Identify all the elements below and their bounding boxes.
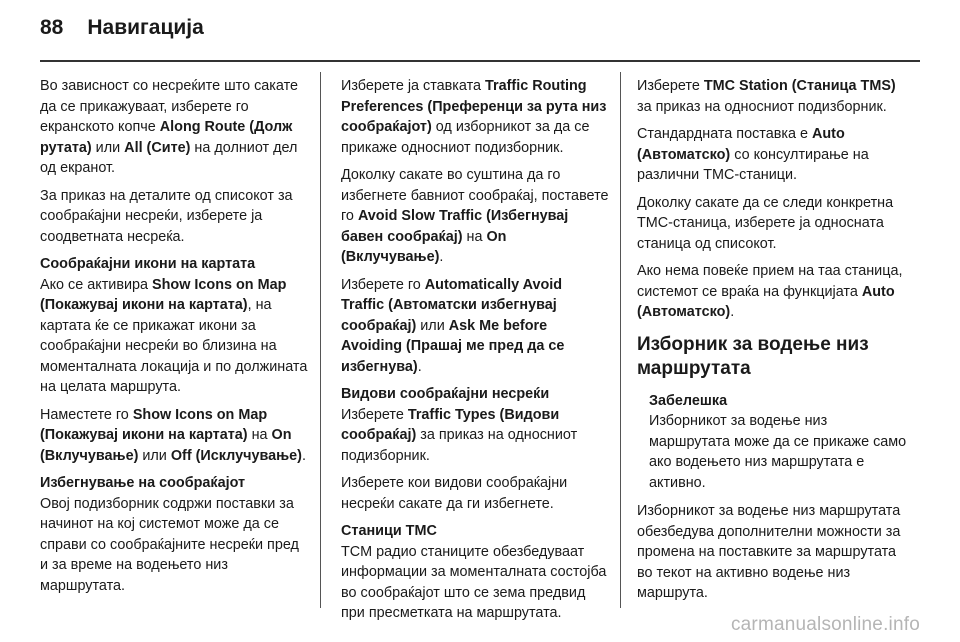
note-text: Изборникот за водење низ маршрутата може да се прикаже само ако водењето низ маршрутата е активно. <box>649 413 907 491</box>
paragraph: Во зависност со несреќите што сакате да се прикажуваат, изберете го екранското копче Along Route (Долж рутата) или All (Сите) на долниот дел од екранот. <box>40 78 298 176</box>
paragraph: TCM радио станиците обезбедуваат информации за моменталната состојба во сообраќајот што се зема предвид при пресметката на маршрутата. <box>341 543 607 621</box>
subheading: Видови сообраќајни несреќи <box>341 386 550 402</box>
watermark: carmanualsonline.info <box>730 614 920 635</box>
paragraph: Стандардната поставка е Auto (Автоматско) со консултирање на различни TMC-станици. <box>637 126 869 183</box>
paragraph: Изберете кои видови сообраќајни несреќи сакате да ги избегнете. <box>341 475 568 512</box>
column-3 <box>637 76 907 611</box>
paragraph: Доколку сакате да се следи конкретна TMC-станица, изберете ја односната станица од списокот. <box>637 194 894 252</box>
page-title: Навигација <box>87 16 204 39</box>
paragraph: Ако нема повеќе прием на таа станица, системот се враќа на функцијата Auto (Автоматско). <box>637 263 903 320</box>
paragraph: За приказ на деталите од списокот за сообраќајни несреќи, изберете ја соодветната несреќа. <box>40 187 293 245</box>
subheading: Сообраќајни икони на картата <box>40 256 256 272</box>
paragraph: Изборникот за водење низ маршрутата обезбедува дополнителни можности за промена на поставките за маршрутата во текот на активно водење низ маршрута. <box>637 503 901 601</box>
paragraph: Изберете Traffic Types (Видови сообраќај) за приказ на односниот подизборник. <box>341 406 578 464</box>
subheading: Избегнување на сообраќајот <box>40 475 246 491</box>
header-rule <box>40 60 920 62</box>
column-2 <box>341 76 609 631</box>
page-number: 88 <box>40 16 64 39</box>
note-box <box>649 391 907 494</box>
paragraph: Изберете го Automatically Avoid Traffic (Автоматски избегнувај сообраќај) или Ask Me before Avoiding (Прашај ме пред да се избегнува). <box>341 276 565 375</box>
paragraph: Ако се активира Show Icons on Map (Покажувај икони на картата), на картата ќе се прикажат икони за сообраќајни несреќи во близина на моменталната локација и по должината на целата маршрута. <box>40 276 308 395</box>
paragraph: Овој подизборник содржи поставки за начинот на кој системот може да се справи со сообраќајните несреќи пред и за време на водењето низ маршрутата. <box>40 495 299 594</box>
column-divider <box>320 72 321 608</box>
paragraph: Изберете ја ставката Traffic Routing Preferences (Преференци за рута низ сообраќајот) од изборникот за да се прикаже односниот подизборник. <box>341 78 607 156</box>
paragraph: Наместете го Show Icons on Map (Покажувај икони на картата) на On (Вклучување) или Off (Исклучување). <box>40 406 306 464</box>
paragraph: Изберете TMC Station (Станица TMS) за приказ на односниот подизборник. <box>637 78 896 115</box>
column-1 <box>40 76 308 603</box>
column-divider <box>620 72 621 608</box>
section-heading: Изборник за водење низ маршрутата <box>637 333 869 379</box>
page-header <box>40 16 204 52</box>
note-title: Забелешка <box>649 392 728 409</box>
paragraph: Доколку сакате во суштина да го избегнете бавниот сообраќај, поставете го Avoid Slow Traffic (Избегнувај бавен сообраќај) на On (Вклучување). <box>341 167 609 265</box>
subheading: Станици TMC <box>341 523 437 539</box>
